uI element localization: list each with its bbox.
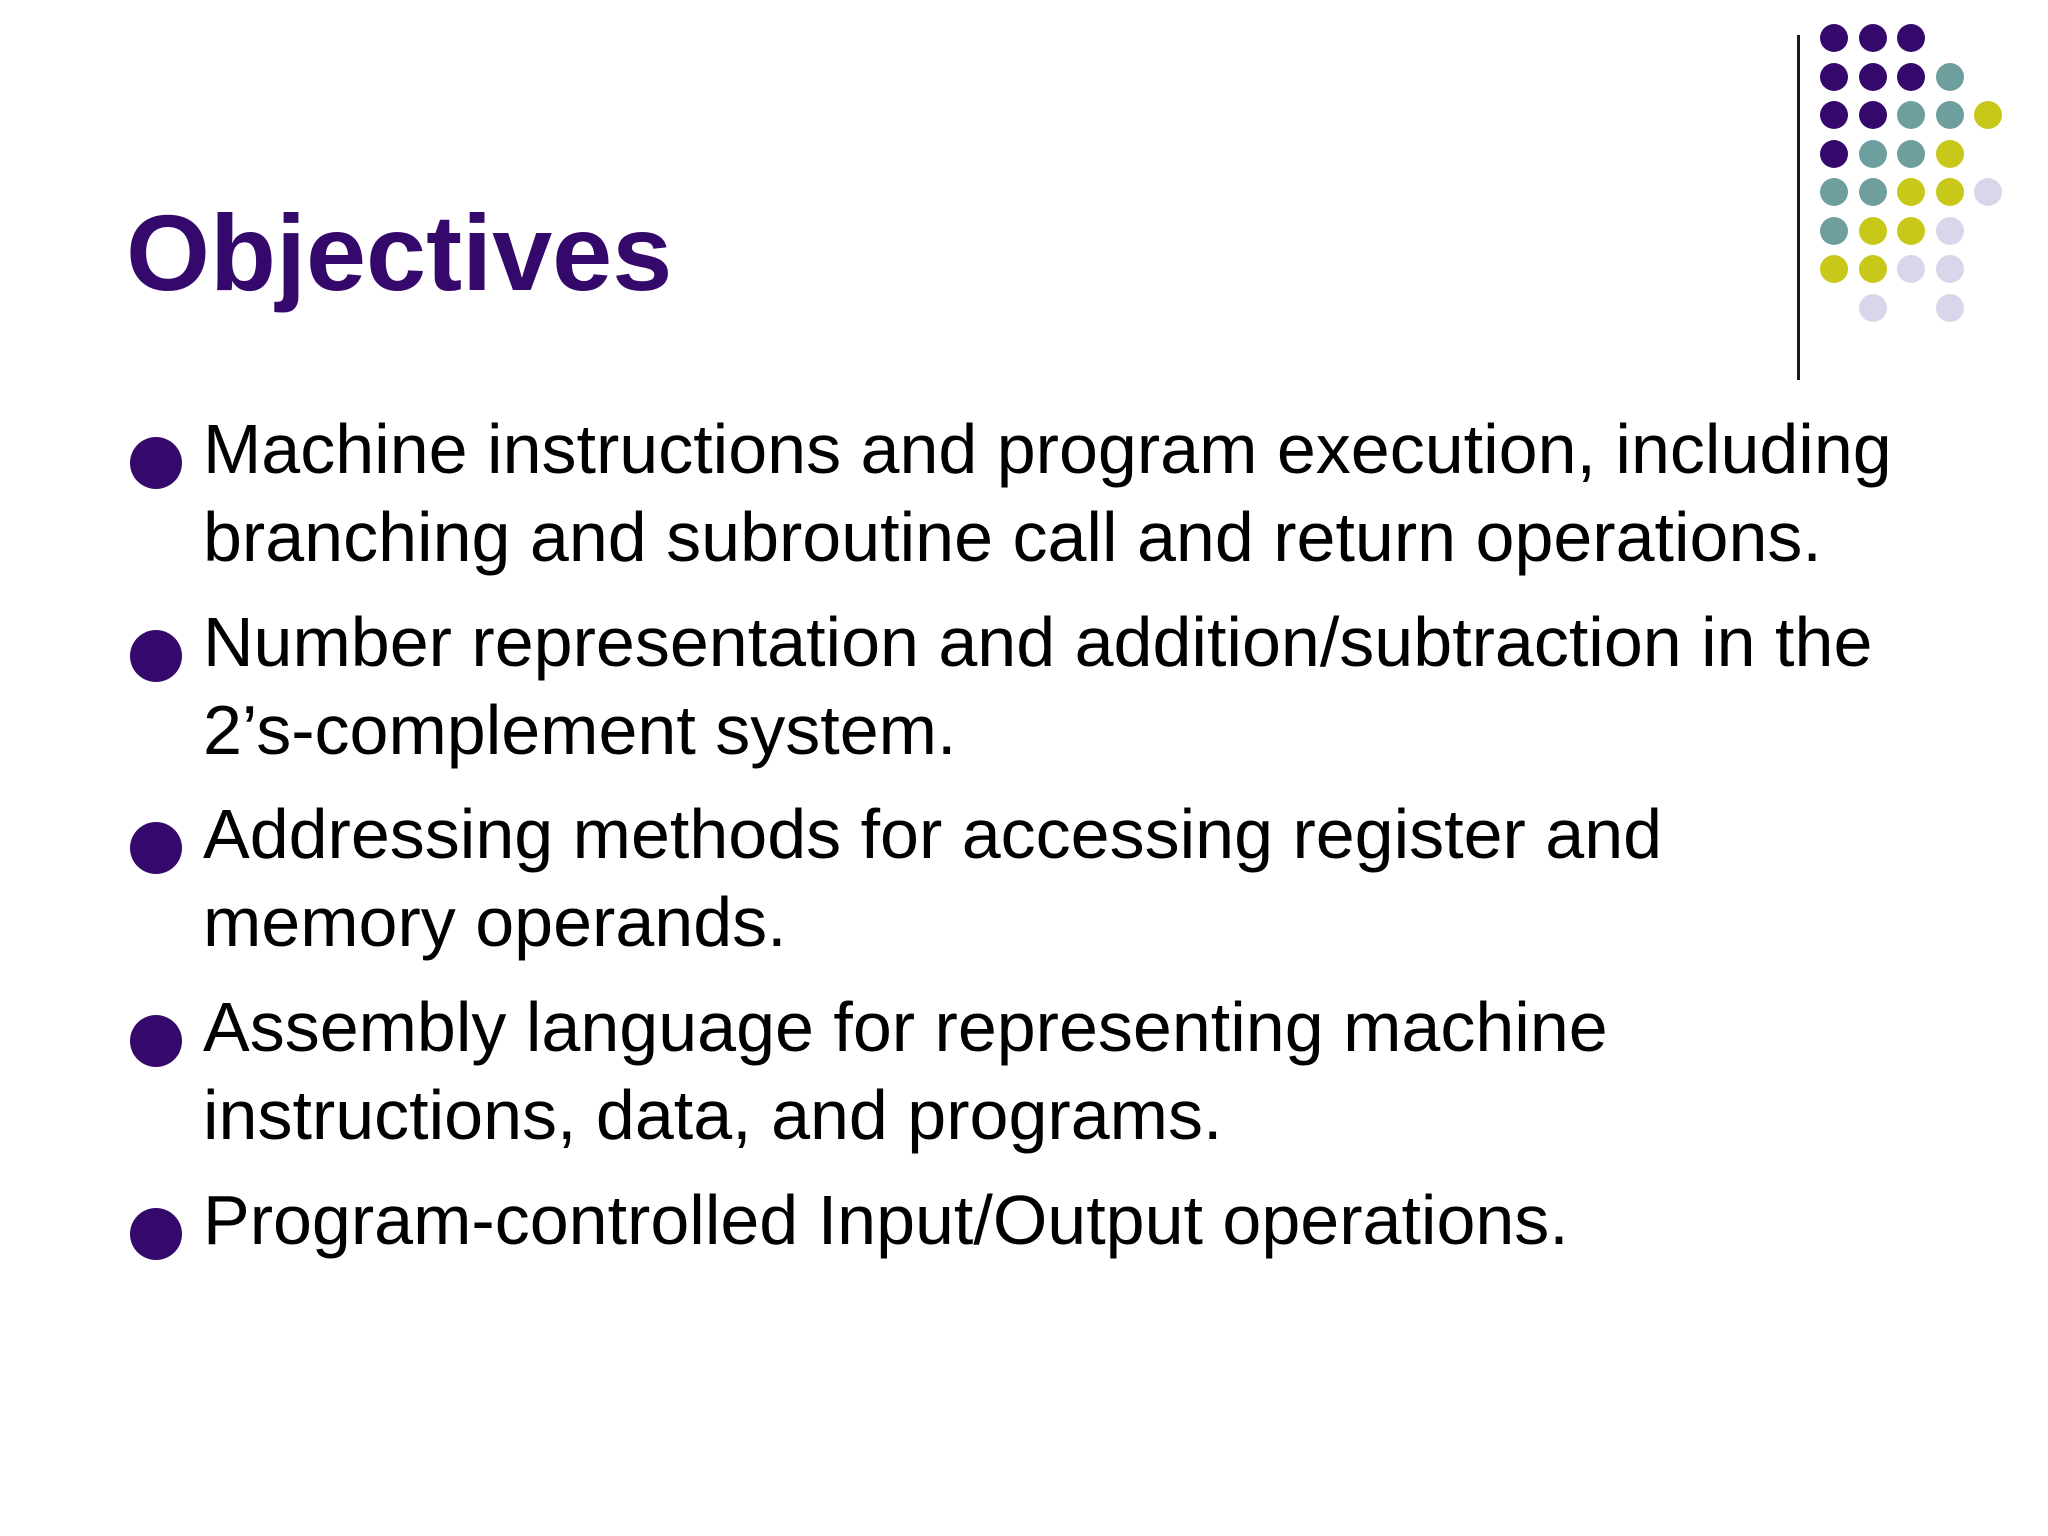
objective-item bbox=[128, 405, 1928, 581]
objective-item bbox=[128, 1176, 1928, 1264]
bullet-dot-icon bbox=[130, 822, 182, 874]
decorative-dot bbox=[1820, 178, 1848, 206]
objective-item bbox=[128, 983, 1928, 1159]
decorative-dot bbox=[1936, 101, 1964, 129]
objective-text: Addressing methods for accessing register and memory operands. bbox=[203, 795, 1663, 961]
decorative-dot bbox=[1936, 63, 1964, 91]
decorative-dot bbox=[1859, 255, 1887, 283]
decorative-dot bbox=[1820, 217, 1848, 245]
decorative-dot bbox=[1936, 294, 1964, 322]
decorative-dot bbox=[1820, 101, 1848, 129]
objective-text: Assembly language for representing machine instructions, data, and programs. bbox=[203, 988, 1608, 1154]
objectives-list bbox=[128, 405, 1928, 1281]
vertical-divider bbox=[1797, 35, 1800, 380]
decorative-dot bbox=[1859, 101, 1887, 129]
bullet-dot-icon bbox=[130, 437, 182, 489]
decorative-dot bbox=[1897, 140, 1925, 168]
decorative-dot bbox=[1897, 178, 1925, 206]
decorative-dot bbox=[1859, 24, 1887, 52]
decorative-dot bbox=[1859, 217, 1887, 245]
objective-item bbox=[128, 598, 1928, 774]
decorative-dot bbox=[1897, 24, 1925, 52]
decorative-dot bbox=[1897, 101, 1925, 129]
objective-item bbox=[128, 790, 1928, 966]
decorative-dot bbox=[1859, 178, 1887, 206]
decorative-dot bbox=[1820, 24, 1848, 52]
bullet-dot-icon bbox=[130, 1208, 182, 1260]
decorative-dot bbox=[1974, 101, 2002, 129]
decorative-dot bbox=[1859, 294, 1887, 322]
bullet-dot-icon bbox=[130, 630, 182, 682]
decorative-dot bbox=[1936, 217, 1964, 245]
bullet-dot-icon bbox=[130, 1015, 182, 1067]
decorative-dot bbox=[1859, 140, 1887, 168]
decorative-dot bbox=[1859, 63, 1887, 91]
decorative-dot bbox=[1897, 217, 1925, 245]
decorative-dot bbox=[1936, 140, 1964, 168]
objective-text: Number representation and addition/subtraction in the 2’s-complement system. bbox=[203, 603, 1873, 769]
decorative-dot-grid bbox=[1820, 24, 2048, 344]
decorative-dot bbox=[1974, 178, 2002, 206]
decorative-dot bbox=[1820, 140, 1848, 168]
decorative-dot bbox=[1897, 255, 1925, 283]
decorative-dot bbox=[1820, 255, 1848, 283]
objective-text: Program-controlled Input/Output operations. bbox=[203, 1181, 1569, 1259]
slide-title: Objectives bbox=[126, 192, 673, 313]
decorative-dot bbox=[1936, 178, 1964, 206]
objective-text: Machine instructions and program execution, including branching and subroutine call and return operations. bbox=[203, 410, 1892, 576]
decorative-dot bbox=[1820, 63, 1848, 91]
decorative-dot bbox=[1936, 255, 1964, 283]
decorative-dot bbox=[1897, 63, 1925, 91]
